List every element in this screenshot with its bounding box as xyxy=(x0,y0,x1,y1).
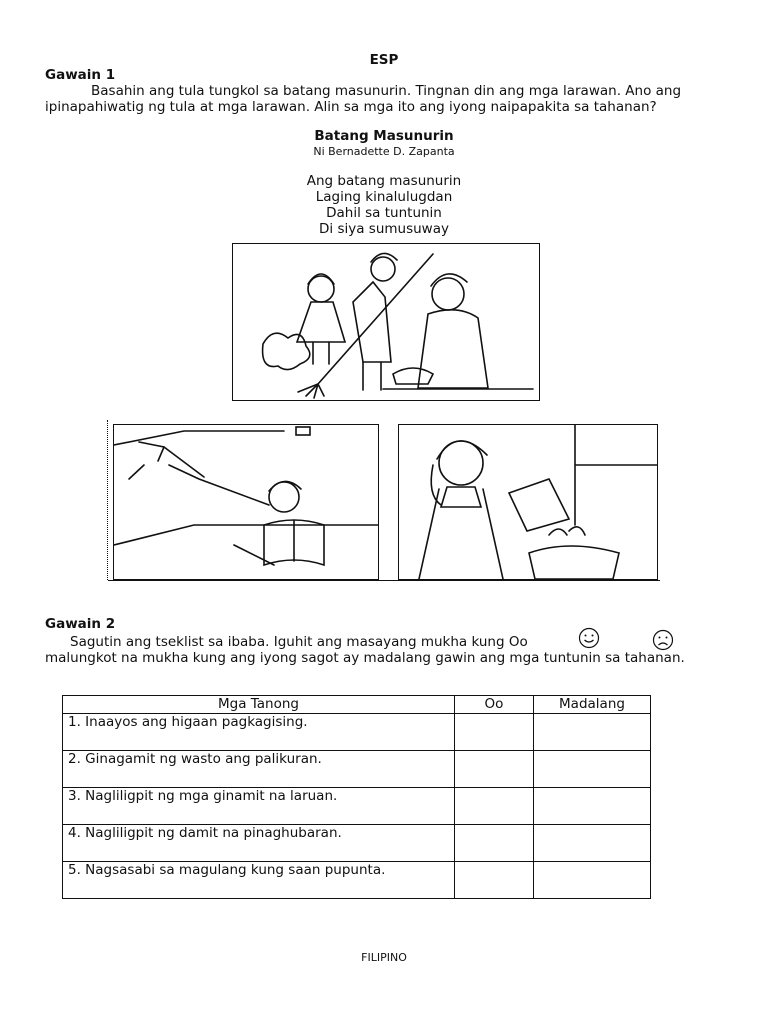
gawain2-instruction-part1: Sagutin ang tseklist sa ibaba. Iguhit ang masayang mukha kung Oo xyxy=(70,634,528,650)
oo-answer-cell[interactable] xyxy=(455,714,534,751)
girl-trash-illustration-icon xyxy=(398,424,658,580)
child-reading-illustration-icon xyxy=(113,424,379,580)
madalang-answer-cell[interactable] xyxy=(534,714,651,751)
question-cell: 2. Ginagamit ng wasto ang palikuran. xyxy=(63,751,455,788)
madalang-answer-cell[interactable] xyxy=(534,862,651,899)
table-row xyxy=(63,825,651,862)
question-cell: 4. Nagliligpit ng damit na pinaghubaran. xyxy=(63,825,455,862)
header-madalang: Madalang xyxy=(534,696,651,714)
madalang-answer-cell[interactable] xyxy=(534,751,651,788)
madalang-answer-cell[interactable] xyxy=(534,825,651,862)
page-subject: ESP xyxy=(369,52,399,68)
gawain1-instruction xyxy=(45,83,725,115)
gawain2-title: Gawain 2 xyxy=(45,616,116,632)
family-cleaning-illustration-icon xyxy=(232,243,540,401)
question-cell: 3. Nagliligpit ng mga ginamit na laruan. xyxy=(63,788,455,825)
question-cell: 5. Nagsasabi sa magulang kung saan pupunta. xyxy=(63,862,455,899)
poem-line: Ang batang masunurin xyxy=(306,173,462,189)
image-divider-left xyxy=(107,420,108,580)
image-divider xyxy=(108,580,660,581)
oo-answer-cell[interactable] xyxy=(455,825,534,862)
poem-title: Batang Masunurin xyxy=(314,128,454,144)
gawain1-instruction-text: Basahin ang tula tungkol sa batang masunurin. Tingnan din ang mga larawan. Ano ang ipinapahiwatig ng tula at mga larawan. Alin sa mga ito ang iyong naipapakita sa tahanan? xyxy=(45,83,682,115)
gawain1-title: Gawain 1 xyxy=(45,67,116,83)
table-row xyxy=(63,751,651,788)
table-header-row xyxy=(63,696,651,714)
poem-line: Di siya sumusuway xyxy=(319,221,449,237)
poem-line: Laging kinalulugdan xyxy=(315,189,453,205)
sad-face-icon xyxy=(652,629,674,651)
header-mga-tanong: Mga Tanong xyxy=(63,696,455,714)
table-row xyxy=(63,788,651,825)
oo-answer-cell[interactable] xyxy=(455,862,534,899)
gawain2-instruction-part2: malungkot na mukha kung ang iyong sagot ay madalang gawin ang mga tuntunin sa tahanan. xyxy=(45,650,685,666)
madalang-answer-cell[interactable] xyxy=(534,788,651,825)
oo-answer-cell[interactable] xyxy=(455,788,534,825)
poem-author: Ni Bernadette D. Zapanta xyxy=(313,145,455,158)
footer-label: FILIPINO xyxy=(361,951,407,964)
table-row xyxy=(63,714,651,751)
question-cell: 1. Inaayos ang higaan pagkagising. xyxy=(63,714,455,751)
table-row xyxy=(63,862,651,899)
poem-line: Dahil sa tuntunin xyxy=(326,205,442,221)
checklist-table xyxy=(62,695,651,899)
happy-face-icon xyxy=(578,627,600,649)
header-oo: Oo xyxy=(455,696,534,714)
oo-answer-cell[interactable] xyxy=(455,751,534,788)
